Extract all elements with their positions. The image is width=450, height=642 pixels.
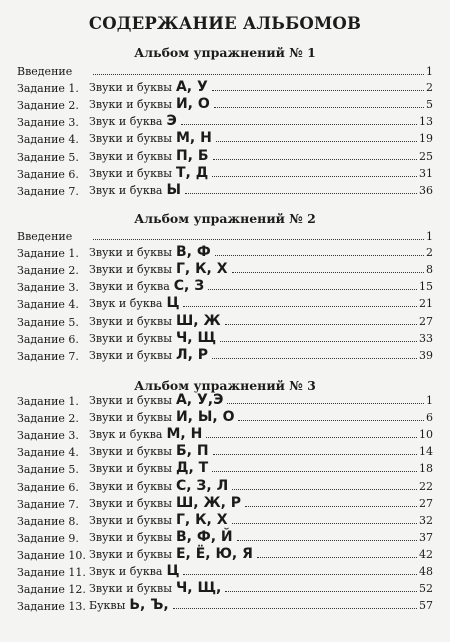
task-label: Задание 3. [17,429,79,443]
task-label: Задание 12. [17,583,86,597]
entry-letters: А, У [175,79,208,96]
entry-description [89,580,433,596]
album-entries [0,62,450,199]
entry-text: Звуки и буквы [89,479,172,493]
page-number: 21 [419,297,433,311]
album-title: Альбом упражнений № 3 [134,378,316,393]
entry-letters: Ы [166,181,181,198]
toc-entry [0,460,450,477]
entry-letters: М, Н [166,426,203,443]
task-label: Задание 5. [17,463,79,477]
entry-letters: Ц [166,295,180,312]
toc-entry [0,347,450,364]
task-label: Задание 5. [17,150,79,164]
entry-letters: В, Ф, Й [175,528,233,545]
dot-leader [206,437,417,438]
entry-text: Звуки и буквы [89,263,172,277]
task-label: Задание 10. [17,548,86,562]
dot-leader [225,591,417,592]
dot-leader [93,74,424,75]
dot-leader [185,193,417,194]
dot-leader [257,557,417,558]
entry-description [89,65,433,78]
entry-description [89,182,433,198]
page-number: 2 [426,81,433,95]
toc-entry [0,426,450,443]
album-title: Альбом упражнений № 1 [134,45,316,60]
toc-entry [0,261,450,278]
page-number: 14 [419,445,433,459]
entry-description [89,130,433,146]
entry-text: Звук и буква [89,297,163,311]
dot-leader [216,141,417,142]
task-label: Задание 2. [17,264,79,278]
dot-leader [212,471,417,472]
dot-leader [232,272,424,273]
entry-description [89,409,433,425]
page-number: 13 [419,115,433,129]
dot-leader [215,255,424,256]
entry-letters: В, Ф [175,244,211,261]
entry-text: Звуки и буквы [89,411,172,425]
entry-text: Звуки и буквы [89,394,172,408]
toc-entry [0,312,450,329]
dot-leader [173,608,417,609]
task-label: Задание 5. [17,315,79,329]
toc-entry [0,409,450,426]
page-number: 19 [419,132,433,146]
dot-leader [213,454,417,455]
entry-description [89,597,433,613]
toc-entry [0,182,450,199]
task-label: Задание 4. [17,298,79,312]
toc-entry [0,295,450,312]
toc-entry [0,227,450,244]
entry-text: Звуки и буквы [89,582,172,596]
task-label: Задание 1. [17,395,79,409]
task-label: Введение [17,230,73,244]
dot-leader [238,420,424,421]
entry-text: Звук и буква [89,565,163,579]
page-number: 52 [419,582,433,596]
task-label: Задание 3. [17,281,79,295]
entry-text: Звуки и буквы [89,348,172,362]
entry-text: Звук и буква [89,183,163,197]
entry-text: Звуки и буквы [89,132,172,146]
task-label: Задание 6. [17,332,79,346]
entry-letters: Ч, Щ, [175,580,222,597]
dot-leader [212,358,417,359]
entry-description [89,392,433,408]
toc-entry [0,244,450,261]
entry-letters: Д, Т [175,460,209,477]
entry-letters: М, Н [175,130,212,147]
entry-letters: П, Б [175,147,209,164]
page-number: 42 [419,547,433,561]
toc-entry [0,529,450,546]
toc-entry [0,597,450,614]
page-number: 27 [419,314,433,328]
dot-leader [232,523,417,524]
entry-text: Звуки и буква [89,280,170,294]
entry-letters: А, У,Э [175,392,224,409]
task-label: Задание 1. [17,247,79,261]
page-number: 33 [419,331,433,345]
dot-leader [183,574,417,575]
entry-description [89,295,433,311]
dot-leader [93,239,424,240]
entry-description [89,113,433,129]
page-number: 27 [419,496,433,510]
entry-description [89,460,433,476]
page-title: СОДЕРЖАНИЕ АЛЬБОМОВ [88,14,362,33]
page-number: 1 [426,394,433,408]
album-entries [0,392,450,614]
page-number: 15 [419,280,433,294]
entry-text: Звуки и буквы [89,513,172,527]
page-number: 32 [419,513,433,527]
album-entries [0,227,450,364]
entry-description [89,165,433,181]
dot-leader [232,489,417,490]
entry-description [89,79,433,95]
toc-entry [0,278,450,295]
entry-letters: Ц [166,563,180,580]
dot-leader [212,90,424,91]
dot-leader [213,159,417,160]
page-number: 39 [419,348,433,362]
dot-leader [227,403,424,404]
page-number: 25 [419,149,433,163]
page-number: 22 [419,479,433,493]
dot-leader [208,289,417,290]
entry-letters: Т, Д [175,164,209,181]
page-number: 36 [419,183,433,197]
toc-entry [0,495,450,512]
task-label: Задание 11. [17,566,86,580]
entry-letters: Е, Ё, Ю, Я [175,545,253,562]
entry-text: Звуки и буквы [89,246,172,260]
toc-entry [0,563,450,580]
entry-letters: Ч, Щ [175,329,217,346]
entry-text: Буквы [89,599,126,613]
entry-text: Звуки и буквы [89,445,172,459]
entry-description [89,230,433,243]
task-label: Задание 1. [17,82,79,96]
page-number: 57 [419,599,433,613]
toc-entry [0,392,450,409]
task-label: Задание 7. [17,349,79,363]
page-number: 37 [419,530,433,544]
toc-entry [0,113,450,130]
entry-description [89,546,433,562]
entry-description [89,347,433,363]
entry-description [89,563,433,579]
toc-entry [0,580,450,597]
entry-text: Звуки и буквы [89,166,172,180]
entry-letters: Ь, Ъ, [129,597,169,614]
toc-entry [0,477,450,494]
dot-leader [245,506,417,507]
entry-description [89,244,433,260]
toc-entry [0,165,450,182]
task-label: Задание 2. [17,99,79,113]
toc-entry [0,96,450,113]
toc-entry [0,147,450,164]
entry-text: Звуки и буквы [89,496,172,510]
entry-letters: С, З [173,278,205,295]
entry-text: Звук и буква [89,115,163,129]
entry-text: Звук и буква [89,428,163,442]
toc-entry [0,330,450,347]
entry-letters: Г, К, Х [175,511,228,528]
toc-entry [0,62,450,79]
task-label: Задание 8. [17,514,79,528]
entry-letters: И, Ы, О [175,409,235,426]
dot-leader [214,107,424,108]
entry-text: Звуки и буквы [89,149,172,163]
task-label: Задание 2. [17,412,79,426]
entry-description [89,478,433,494]
page-number: 1 [426,65,433,79]
page-number: 10 [419,428,433,442]
page-number: 31 [419,166,433,180]
entry-letters: Г, К, Х [175,261,228,278]
entry-description [89,529,433,545]
entry-description [89,330,433,346]
entry-text: Звуки и буквы [89,462,172,476]
entry-text: Звуки и буквы [89,98,172,112]
dot-leader [181,124,417,125]
task-label: Задание 9. [17,531,79,545]
page-number: 6 [426,411,433,425]
task-label: Задание 13. [17,600,86,614]
entry-description [89,495,433,511]
entry-letters: Ш, Ж, Р [175,494,242,511]
entry-description [89,313,433,329]
page-number: 5 [426,98,433,112]
entry-letters: Л, Р [175,346,209,363]
task-label: Задание 4. [17,133,79,147]
task-label: Задание 3. [17,116,79,130]
task-label: Задание 4. [17,446,79,460]
entry-description [89,512,433,528]
task-label: Задание 6. [17,167,79,181]
toc-entry [0,546,450,563]
dot-leader [225,324,417,325]
entry-description [89,278,433,294]
task-label: Задание 6. [17,480,79,494]
page-number: 48 [419,565,433,579]
entry-description [89,148,433,164]
entry-text: Звуки и буквы [89,547,172,561]
entry-letters: И, О [175,96,210,113]
entry-description [89,426,433,442]
toc-entry [0,79,450,96]
entry-description [89,96,433,112]
entry-text: Звуки и буквы [89,314,172,328]
entry-letters: Ш, Ж [175,312,221,329]
dot-leader [220,341,417,342]
page-number: 8 [426,263,433,277]
toc-entry [0,443,450,460]
dot-leader [212,176,417,177]
entry-description [89,443,433,459]
toc-entry [0,512,450,529]
page-number: 2 [426,246,433,260]
entry-letters: Э [166,113,177,130]
task-label: Задание 7. [17,184,79,198]
task-label: Введение [17,65,73,79]
entry-text: Звуки и буквы [89,530,172,544]
dot-leader [183,306,417,307]
page-number: 18 [419,462,433,476]
entry-text: Звуки и буквы [89,331,172,345]
dot-leader [237,540,417,541]
album-title: Альбом упражнений № 2 [134,211,316,226]
toc-entry [0,130,450,147]
entry-description [89,261,433,277]
page-number: 1 [426,230,433,244]
task-label: Задание 7. [17,497,79,511]
entry-letters: Б, П [175,443,209,460]
entry-text: Звуки и буквы [89,81,172,95]
entry-letters: С, З, Л [175,477,229,494]
